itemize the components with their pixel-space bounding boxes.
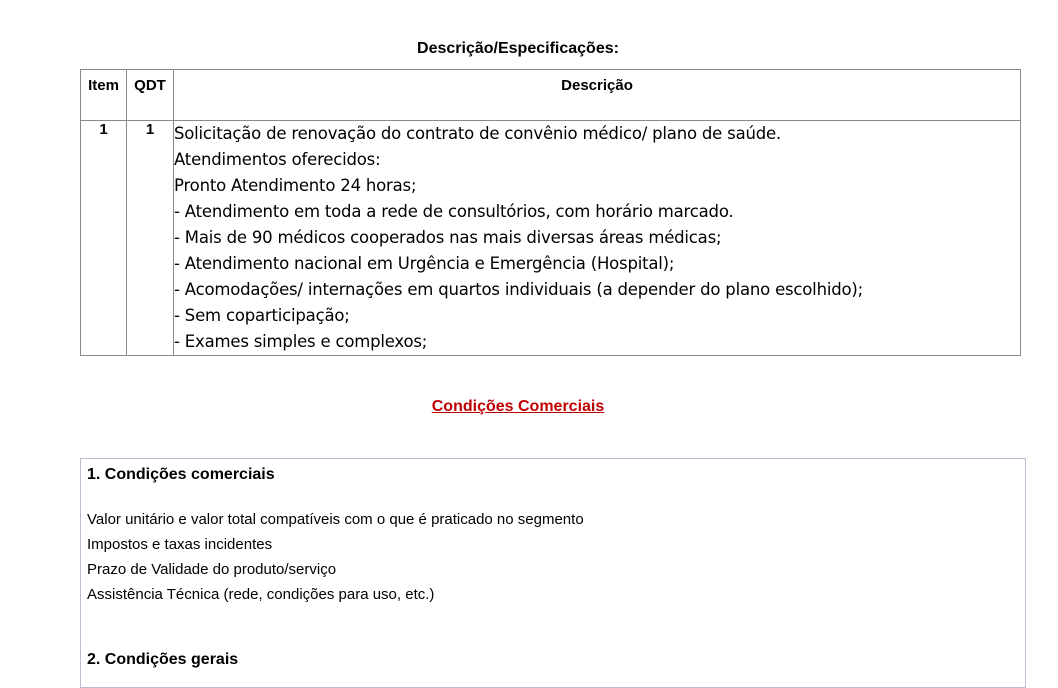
conditions-box: [80, 458, 1026, 688]
row-item-number: 1: [81, 121, 127, 356]
header-item: Item: [81, 70, 127, 121]
section-1-title: 1. Condições comerciais: [87, 466, 275, 483]
description-line: - Atendimento em toda a rede de consultórios, com horário marcado.: [174, 202, 734, 221]
row-description: [174, 121, 1021, 356]
description-line: Atendimentos oferecidos:: [174, 150, 381, 169]
description-line: Solicitação de renovação do contrato de convênio médico/ plano de saúde.: [174, 124, 782, 143]
section-2-title: 2. Condições gerais: [87, 651, 239, 668]
specifications-table: [80, 69, 1021, 356]
list-item: Valor unitário e valor total compatíveis com o que é praticado no segmento: [87, 511, 584, 528]
description-line: - Mais de 90 médicos cooperados nas mais diversas áreas médicas;: [174, 228, 722, 247]
header-descricao: Descrição: [174, 70, 1021, 121]
table-header-row: [81, 70, 1021, 121]
description-line: - Exames simples e complexos;: [174, 332, 428, 351]
description-line: - Acomodações/ internações em quartos individuais (a depender do plano escolhido);: [174, 280, 863, 299]
description-line: Pronto Atendimento 24 horas;: [174, 176, 417, 195]
list-item: Assistência Técnica (rede, condições para uso, etc.): [87, 586, 435, 603]
header-qdt: QDT: [127, 70, 174, 121]
section-1-list: [87, 507, 1019, 607]
commercial-conditions-heading: Condições Comerciais: [431, 398, 605, 415]
row-qdt-value: 1: [127, 121, 174, 356]
page-title: Descrição/Especificações:: [417, 40, 619, 57]
table-row: [81, 121, 1021, 356]
list-item: Impostos e taxas incidentes: [87, 536, 273, 553]
description-line: - Atendimento nacional em Urgência e Emergência (Hospital);: [174, 254, 675, 273]
list-item: Prazo de Validade do produto/serviço: [87, 561, 337, 578]
description-line: - Sem coparticipação;: [174, 306, 350, 325]
